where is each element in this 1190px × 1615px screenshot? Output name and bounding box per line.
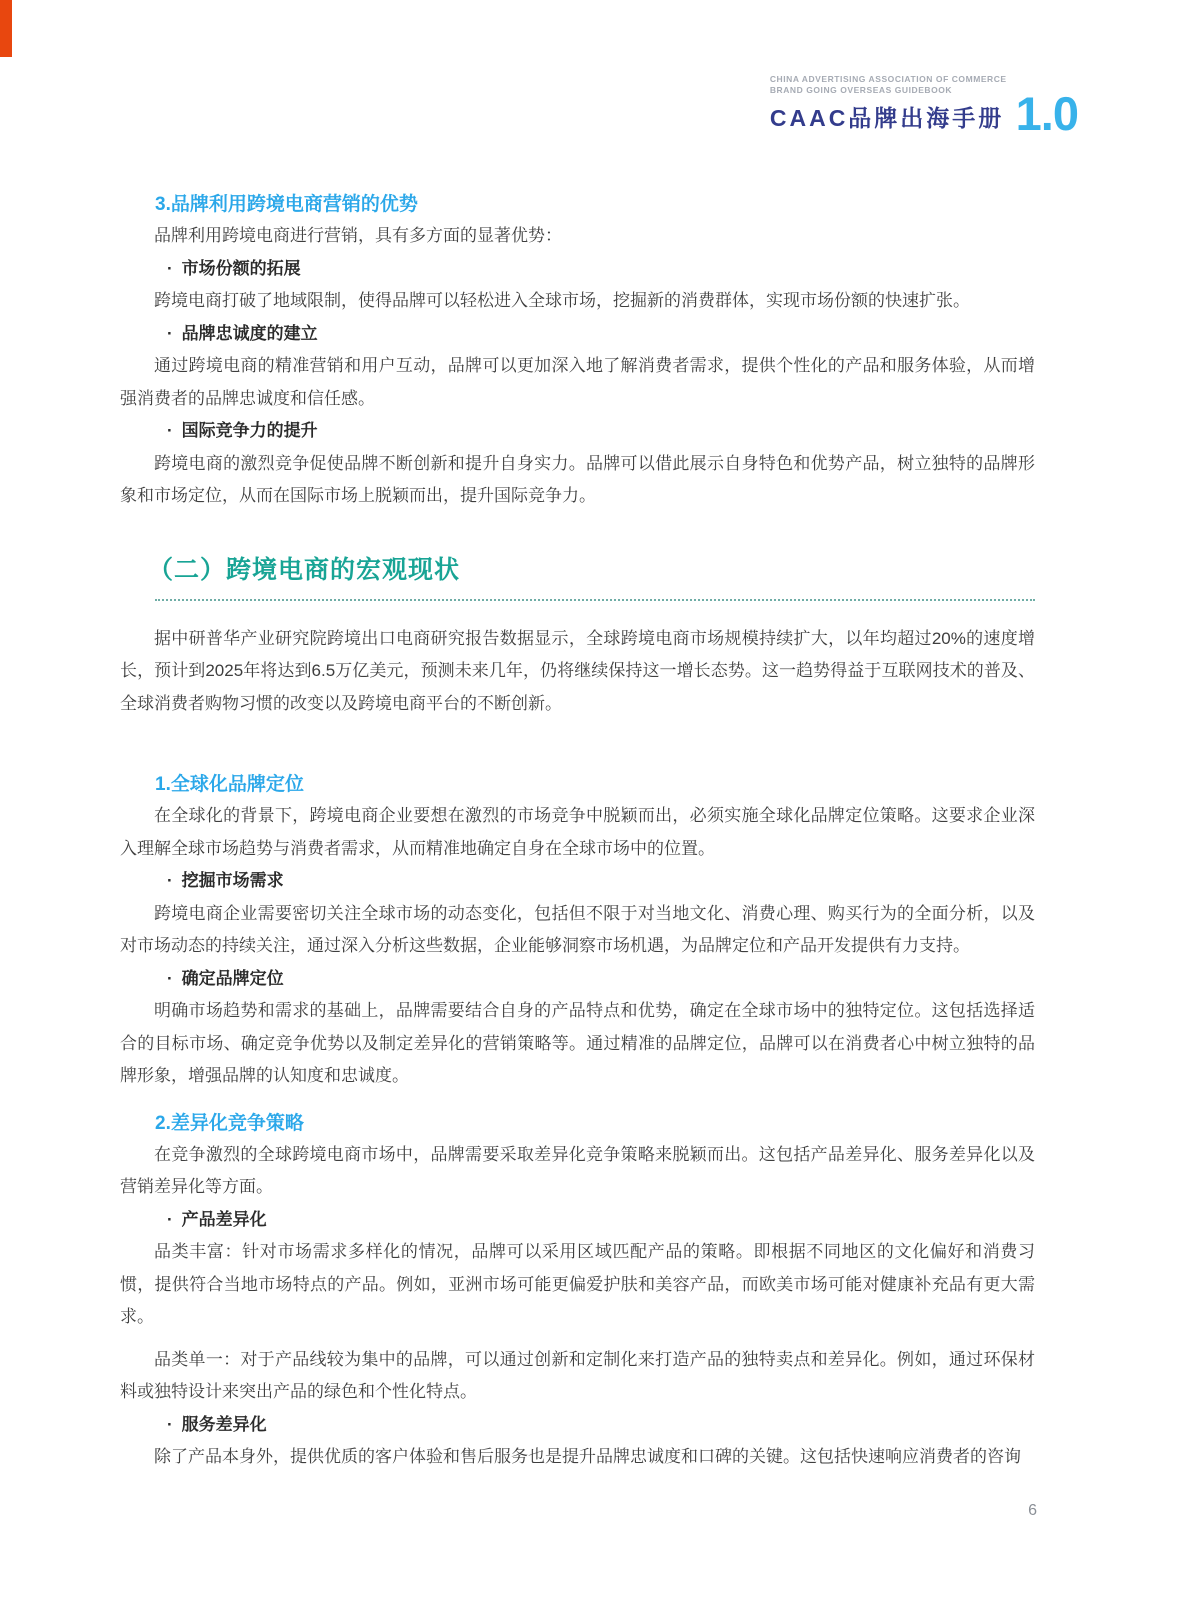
s3-bullet-1-paragraph: 跨境电商打破了地域限制，使得品牌可以轻松进入全球市场，挖掘新的消费群体，实现市场份额的快速扩张。	[154, 291, 970, 310]
page-content	[120, 190, 1035, 1474]
bullet-dot-icon: ·	[167, 1209, 173, 1229]
sub2-bullet-1-paragraph-2: 品类单一：对于产品线较为集中的品牌，可以通过创新和定制化来打造产品的独特卖点和差异化。例如，通过环保材料或独特设计来突出产品的绿色和个性化特点。	[120, 1349, 1035, 1401]
sub2-bullet-1-title	[167, 1204, 1035, 1237]
page-number: 6	[1028, 1502, 1037, 1519]
bullet-title-text: 品牌忠诚度的建立	[181, 323, 318, 343]
bullet-dot-icon: ·	[167, 1414, 173, 1434]
bullet-title-text: 产品差异化	[181, 1209, 267, 1229]
bullet-dot-icon: ·	[167, 871, 173, 890]
handbook-title-chinese: CAAC品牌出海手册	[769, 105, 1005, 131]
bullet-dot-icon: ·	[167, 968, 173, 988]
s3-bullet-1-title	[167, 253, 1035, 286]
sub2-intro-paragraph: 在竞争激烈的全球跨境电商市场中，品牌需要采取差异化竞争策略来脱颖而出。这包括产品差异化、服务差异化以及营销差异化等方面。	[120, 1144, 1035, 1196]
guidebook-name-english: BRAND GOING OVERSEAS GUIDEBOOK	[769, 85, 953, 95]
s3-bullet-3-title	[167, 415, 1035, 448]
sub1-bullet-2-paragraph: 明确市场趋势和需求的基础上，品牌需要结合自身的产品特点和优势，确定在全球市场中的独特定位。这包括选择适合的目标市场、确定竞争优势以及制定差异化的营销策略等。通过精准的品牌定位，品牌可以在消费者心中树立独特的品牌形象，增强品牌的认知度和忠诚度。	[120, 1001, 1035, 1085]
s3-intro-paragraph: 品牌利用跨境电商进行营销，具有多方面的显著优势：	[154, 226, 562, 245]
document-header	[769, 74, 1078, 140]
sub1-bullet-1-title	[167, 865, 1035, 898]
sub2-bullet-1-paragraph-1: 品类丰富：针对市场需求多样化的情况，品牌可以采用区域匹配产品的策略。即根据不同地区的文化偏好和消费习惯，提供符合当地市场特点的产品。例如，亚洲市场可能更偏爱护肤和美容产品，而欧美市场可能对健康补充品有更大需求。	[120, 1242, 1035, 1326]
bullet-title-text: 确定品牌定位	[181, 968, 284, 988]
bullet-title-text: 市场份额的拓展	[181, 258, 301, 278]
sub2-bullet-2-paragraph: 除了产品本身外，提供优质的客户体验和售后服务也是提升品牌忠诚度和口碑的关键。这包括快速响应消费者的咨询	[154, 1447, 1021, 1466]
s3-bullet-2-paragraph: 通过跨境电商的精准营销和用户互动，品牌可以更加深入地了解消费者需求，提供个性化的产品和服务体验，从而增强消费者的品牌忠诚度和信任感。	[120, 356, 1035, 408]
header-text-block	[770, 74, 1007, 133]
sub1-intro-paragraph: 在全球化的背景下，跨境电商企业要想在激烈的市场竞争中脱颖而出，必须实施全球化品牌定位策略。这要求企业深入理解全球市场趋势与消费者需求，从而精准地确定自身在全球市场中的位置。	[120, 806, 1035, 858]
section-2-intro-paragraph: 据中研普华产业研究院跨境出口电商研究报告数据显示，全球跨境电商市场规模持续扩大，以年均超过20%的速度增长，预计到2025年将达到6.5万亿美元，预测未来几年，仍将继续保持这一增长态势。这一趋势得益于互联网技术的普及、全球消费者购物习惯的改变以及跨境电商平台的不断创新。	[120, 628, 1035, 713]
bullet-dot-icon: ·	[167, 323, 173, 343]
dotted-divider	[155, 599, 1035, 601]
bullet-title-text: 国际竞争力的提升	[181, 421, 318, 440]
sub2-bullet-2-title	[167, 1409, 1035, 1442]
bullet-title-text: 服务差异化	[181, 1414, 267, 1434]
corner-accent-bar	[0, 0, 12, 57]
sub1-bullet-1-paragraph: 跨境电商企业需要密切关注全球市场的动态变化，包括但不限于对当地文化、消费心理、购买行为的全面分析，以及对市场动态的持续关注，通过深入分析这些数据，企业能够洞察市场机遇，为品牌定位和产品开发提供有力支持。	[120, 903, 1035, 955]
heading-s3: 3.品牌利用跨境电商营销的优势	[155, 194, 418, 215]
s3-bullet-2-title	[167, 318, 1035, 351]
s3-bullet-3-paragraph: 跨境电商的激烈竞争促使品牌不断创新和提升自身实力。品牌可以借此展示自身特色和优势产品，树立独特的品牌形象和市场定位，从而在国际市场上脱颖而出，提升国际竞争力。	[120, 453, 1035, 505]
heading-section-2: （二）跨境电商的宏观现状	[148, 555, 461, 584]
bullet-title-text: 挖掘市场需求	[181, 871, 284, 890]
version-number: 1.0	[1015, 87, 1078, 140]
org-name-english: CHINA ADVERTISING ASSOCIATION OF COMMERCE	[769, 74, 1007, 84]
bullet-dot-icon: ·	[167, 258, 173, 278]
sub1-bullet-2-title	[167, 963, 1035, 996]
heading-sub1: 1.全球化品牌定位	[155, 774, 304, 795]
bullet-dot-icon: ·	[167, 421, 173, 440]
heading-sub2: 2.差异化竞争策略	[155, 1112, 304, 1134]
